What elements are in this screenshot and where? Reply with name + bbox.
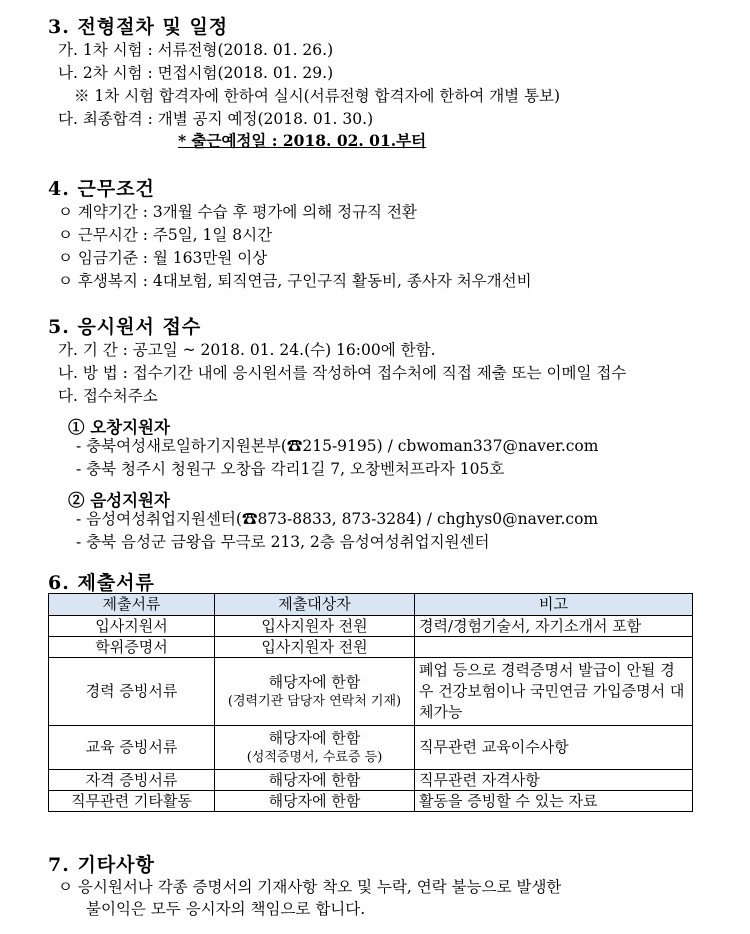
target-cell — [215, 726, 415, 770]
doc-cell: 입사지원서 — [49, 616, 215, 637]
table-row — [49, 658, 693, 726]
sec4-item: ㅇ 후생복지 : 4대보험, 퇴직연금, 구인구직 활동비, 종사자 처우개선비 — [58, 272, 532, 290]
target-cell: 해당자에 한함 — [215, 791, 415, 812]
branch-1-address: - 충북 청주시 청원구 오창읍 각리1길 7, 오창벤처프라자 105호 — [76, 460, 505, 478]
table-row — [49, 726, 693, 770]
branch-2-address: - 충북 음성군 금왕읍 무극로 213, 2층 음성여성취업지원센터 — [76, 533, 490, 551]
target-cell: 해당자에 한함 — [215, 770, 415, 791]
target-cell — [215, 658, 415, 726]
doc-cell: 직무관련 기타활동 — [49, 791, 215, 812]
section-7-title: 7. 기타사항 — [48, 854, 155, 876]
target-sub: (성적증명서, 수료증 등) — [246, 749, 383, 765]
sec4-item: ㅇ 임금기준 : 월 163만원 이상 — [58, 249, 268, 267]
sec3-line-1: 가. 1차 시험 : 서류전형(2018. 01. 26.) — [58, 41, 334, 59]
sec5-line-2: 나. 방 법 : 접수기간 내에 응시원서를 작성하여 접수처에 직접 제출 또는 이메일 접수 — [58, 364, 627, 382]
sec3-line-3: 다. 최종합격 : 개별 공지 예정(2018. 01. 30.) — [58, 110, 374, 128]
note-cell: 활동을 증빙할 수 있는 자료 — [415, 791, 693, 812]
branch-2-title: ② 음성지원자 — [68, 491, 170, 510]
doc-cell: 자격 증빙서류 — [49, 770, 215, 791]
column-header: 비고 — [415, 594, 693, 616]
section-5-title: 5. 응시원서 접수 — [48, 316, 202, 338]
note-cell: 직무관련 자격사항 — [415, 770, 693, 791]
section-6-title: 6. 제출서류 — [48, 572, 155, 594]
doc-cell: 교육 증빙서류 — [49, 726, 215, 770]
section-4-title: 4. 근무조건 — [48, 178, 155, 200]
branch-1-title: ① 오창지원자 — [68, 418, 170, 437]
sec5-line-1: 가. 기 간 : 공고일 ~ 2018. 01. 24.(수) 16:00에 한함. — [58, 341, 436, 359]
target-sub: (경력기관 담당자 연락처 기재) — [227, 693, 402, 709]
table-header-row — [49, 594, 693, 616]
sec5-line-3: 다. 접수처주소 — [58, 387, 158, 405]
column-header: 제출서류 — [49, 594, 215, 616]
start-date: * 출근예정일 : 2018. 02. 01.부터 — [178, 131, 427, 150]
sec7-line-2: 불이익은 모두 응시자의 책임으로 합니다. — [86, 900, 366, 918]
section-3-title: 3. 전형절차 및 일정 — [48, 16, 229, 38]
sec4-item: ㅇ 근무시간 : 주5일, 1일 8시간 — [58, 226, 273, 244]
table-row — [49, 637, 693, 658]
documents-table — [48, 593, 693, 812]
sec7-line-1: ㅇ 응시원서나 각종 증명서의 기재사항 착오 및 누락, 연락 불능으로 발생한 — [58, 878, 562, 896]
target-cell: 입사지원자 전원 — [215, 616, 415, 637]
column-header: 제출대상자 — [215, 594, 415, 616]
doc-cell: 경력 증빙서류 — [49, 658, 215, 726]
sec3-line-2: 나. 2차 시험 : 면접시험(2018. 01. 29.) — [58, 64, 334, 82]
table-row — [49, 791, 693, 812]
branch-1-contact: - 충북여성새로일하기지원본부(☎215-9195) / cbwoman337@naver.com — [76, 437, 599, 455]
sec4-item: ㅇ 계약기간 : 3개월 수습 후 평가에 의해 정규직 전환 — [58, 203, 417, 221]
note-cell: 폐업 등으로 경력증명서 발급이 안될 경우 건강보험이나 국민연금 가입증명서 대체가능 — [415, 658, 693, 726]
table-row — [49, 770, 693, 791]
note-cell — [415, 637, 693, 658]
sec3-note: ※ 1차 시험 합격자에 한하여 실시(서류전형 합격자에 한하여 개별 통보) — [74, 87, 561, 105]
target-main: 해당자에 한함 — [268, 728, 361, 747]
note-cell: 경력/경험기술서, 자기소개서 포함 — [415, 616, 693, 637]
target-main: 해당자에 한함 — [268, 672, 361, 691]
table-row — [49, 616, 693, 637]
doc-cell: 학위증명서 — [49, 637, 215, 658]
branch-2-contact: - 음성여성취업지원센터(☎873-8833, 873-3284) / chghys0@naver.com — [76, 510, 599, 528]
note-cell: 직무관련 교육이수사항 — [415, 726, 693, 770]
target-cell: 입사지원자 전원 — [215, 637, 415, 658]
